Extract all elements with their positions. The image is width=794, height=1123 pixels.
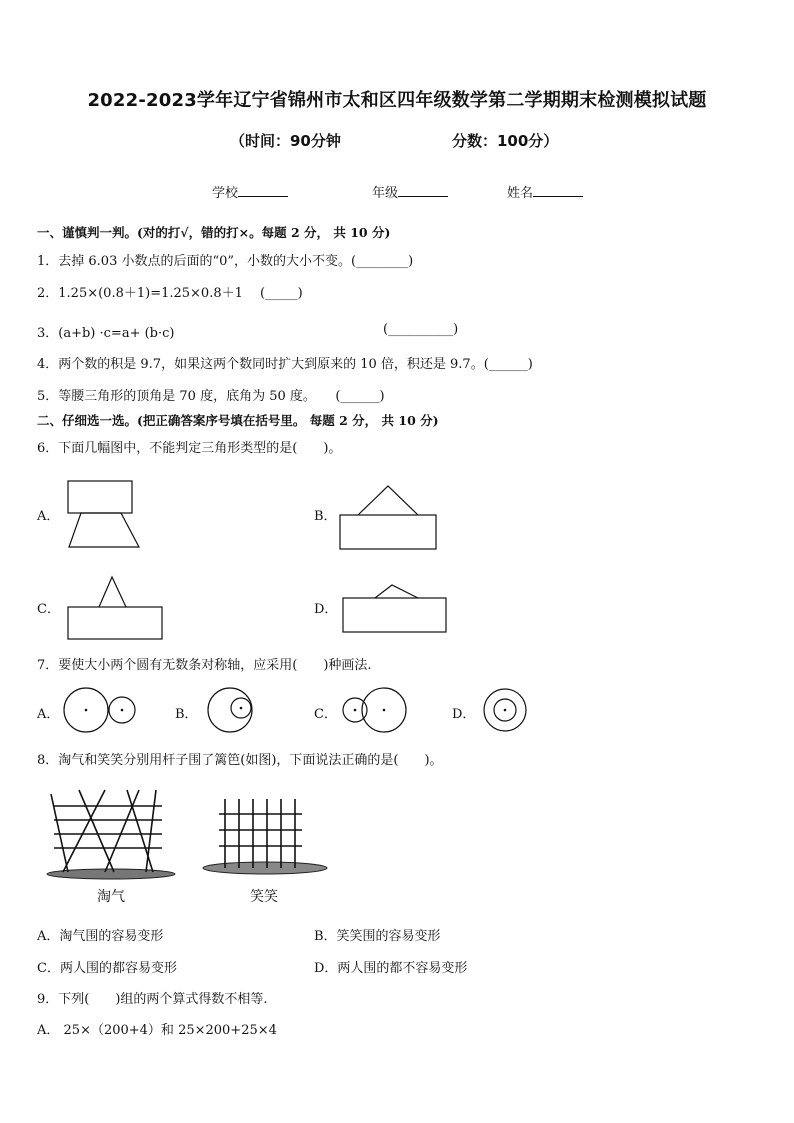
name-label: 姓名 [507,186,534,201]
q7-option-b[interactable]: B． [175,707,198,722]
q7-option-a[interactable]: A． [37,707,60,722]
q7-option-c[interactable]: C． [314,707,337,722]
q8-option-a[interactable]: A．淘气围的容易变形 [37,929,164,944]
question-3-blank[interactable]: (__________) [383,322,459,337]
question-7: 7．要使大小两个圆有无数条对称轴，应采用( )种画法. [37,658,372,673]
q8-caption-taoqi: 淘气 [97,889,125,905]
question-8: 8．淘气和笑笑分别用杆子围了篱笆(如图)，下面说法正确的是( )。 [37,753,443,768]
q6-option-d[interactable]: D． [314,602,338,617]
q6-option-c[interactable]: C． [37,602,60,617]
grade-label: 年级 [372,186,399,201]
school-label: 学校 [212,186,239,201]
question-9: 9．下列( )组的两个算式得数不相等. [37,992,268,1007]
q6-option-a[interactable]: A． [37,509,60,524]
q8-option-b[interactable]: B．笑笑围的容易变形 [314,929,441,944]
q7-option-d[interactable]: D． [452,707,476,722]
question-1: 1．去掉 6.03 小数点的后面的“0”，小数的大小不变。(________) [37,254,414,269]
q9-option-a[interactable]: A． 25×（200+4）和 25×200+25×4 [37,1023,277,1038]
q8-fence-xiaoxiao [203,799,327,874]
section-2-heading: 二、仔细选一选。(把正确答案序号填在括号里。 每题 2 分， 共 10 分) [37,413,439,428]
question-5: 5．等腰三角形的顶角是 70 度，底角为 50 度。 (______) [37,389,385,404]
section-1-heading: 一、谨慎判一判。(对的打√，错的打×。每题 2 分， 共 10 分) [37,225,391,240]
question-2: 2．1.25×(0.8＋1)=1.25×0.8＋1 (_____) [37,286,303,301]
q8-fence-taoqi [47,790,175,879]
page-title: 2022-2023学年辽宁省锦州市太和区四年级数学第二学期期末检测模拟试题 [87,90,707,111]
question-6: 6．下面几幅图中，不能判定三角形类型的是( )。 [37,441,342,456]
q6-option-b[interactable]: B． [314,509,337,524]
exam-score: 分数：100分） [452,132,559,150]
q8-option-d[interactable]: D．两人围的都不容易变形 [314,961,468,976]
question-4: 4．两个数的积是 9.7，如果这两个数同时扩大到原来的 10 倍，积还是 9.7。(______) [37,357,533,372]
question-3: 3．(a+b) ·c=a+ (b·c) [37,326,175,341]
exam-time: （时间：90分钟 [230,132,341,150]
q8-caption-xiaoxiao: 笑笑 [250,889,278,905]
q8-option-c[interactable]: C．两人围的都容易变形 [37,961,177,976]
